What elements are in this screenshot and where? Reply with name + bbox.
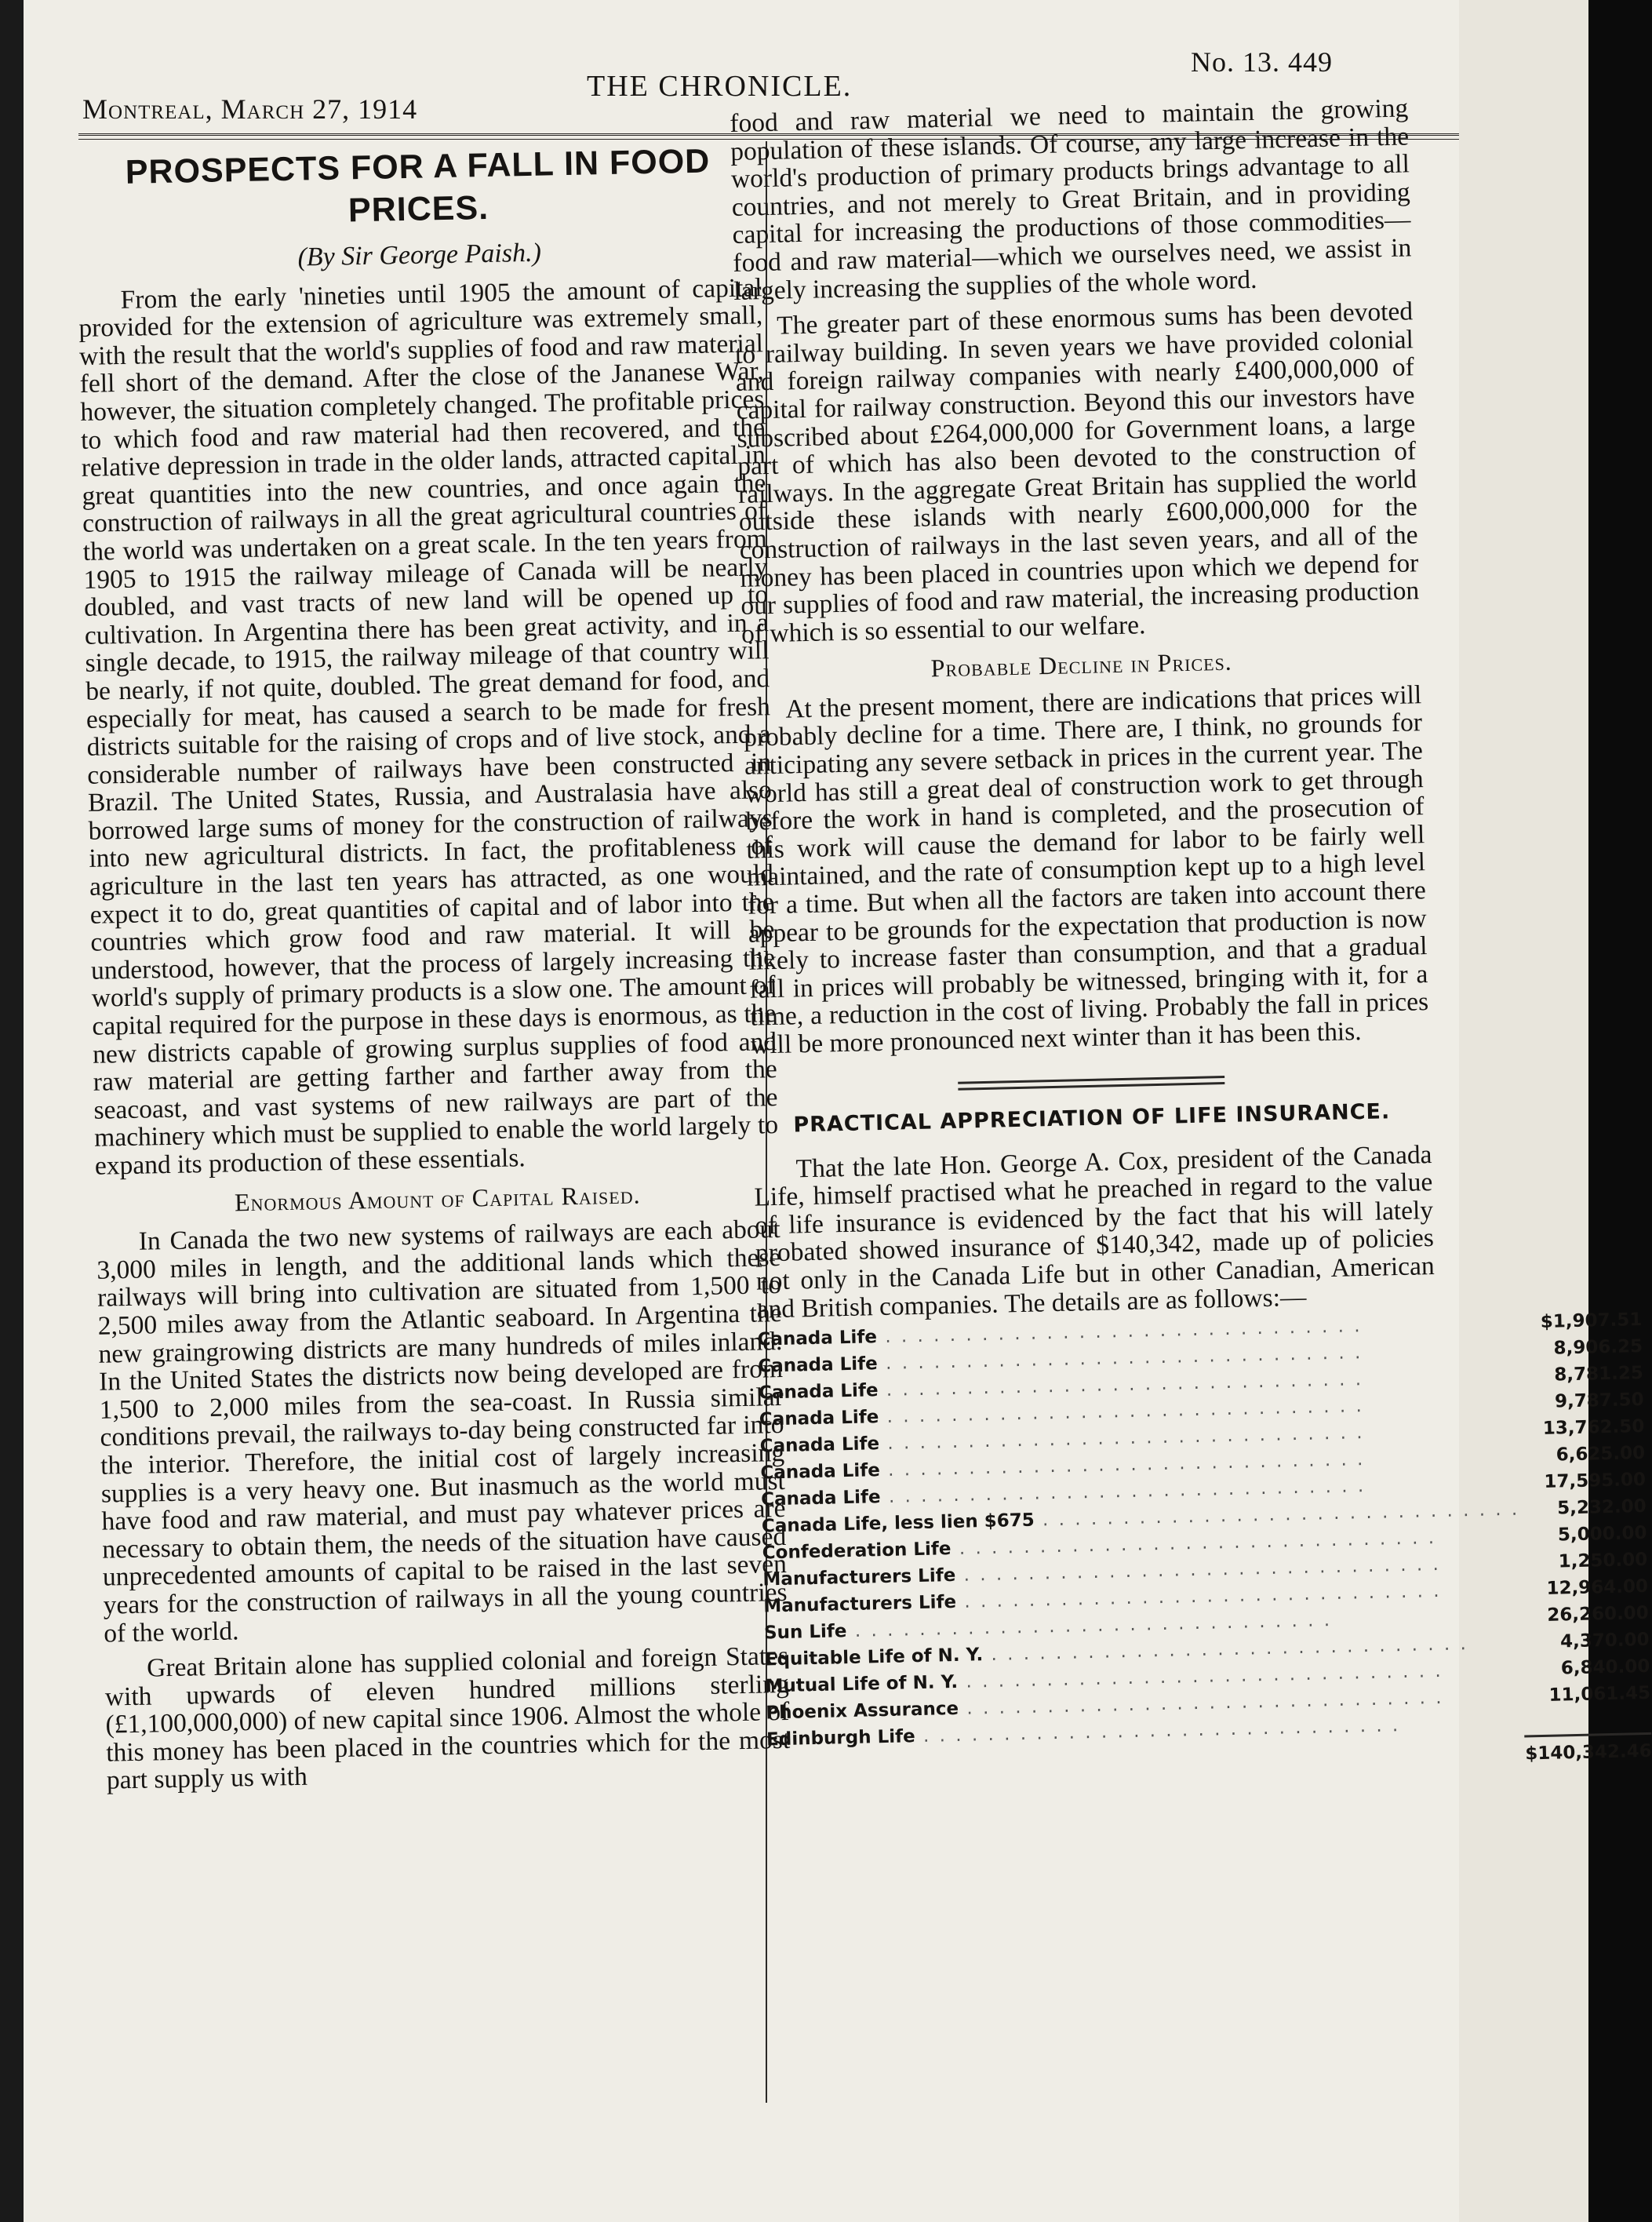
article-byline: (By Sir George Paish.) (297, 238, 542, 272)
article-title: PRACTICAL APPRECIATION OF LIFE INSURANCE. (793, 1098, 1391, 1138)
article-paragraph: In Canada the two new systems of railways are each about 3,000 miles in length, and the additional lands which these railways will bring into cultivation are situated from 1,500 to 2,500 miles away from the Atlantic seaboard. In Argentina the new graingrowing districts are many hundreds of miles inland. In the United States the districts now being developed are from 1,500 to 2,000 miles from the sea-coast. In Russia similar conditions prevail, the railways to-day being constructed far into the interior. Therefore, the initial cost of largely increasing supplies is a very heavy one. But inasmuch as the world must have food and raw material, and must pay whatever prices are necessary to obtain them, the needs of the situation have caused unprecedented amounts of capital to be raised in the last seven years for the construction of railways in all the young countries of the world. (96, 1215, 788, 1648)
policy-company-name: Equitable Life of N. Y. (764, 1645, 984, 1670)
policy-company-name: Sun Life (763, 1621, 847, 1644)
policy-company-name: Canada Life (760, 1487, 881, 1510)
policy-amount: 11,061.45 (1548, 1683, 1651, 1706)
dot-leader: . . . . . . . . . . . . . . . . . . . . . . . . . . . . . . (1034, 1499, 1520, 1531)
section-subhead: Probable Decline in Prices. (930, 647, 1233, 683)
dot-leader: . . . . . . . . . . . . . . . . . . . . . . . . . . . . . . (955, 1581, 1442, 1613)
policy-company-name: Mutual Life of N. Y. (765, 1672, 959, 1697)
policy-amount: 12,964.00 (1546, 1576, 1649, 1600)
policy-company-name: Canada Life (760, 1460, 881, 1484)
policy-amount: 5,000.00 (1557, 1523, 1647, 1546)
policy-amount: 6,625.00 (1556, 1443, 1646, 1466)
policy-amount: $1,907.51 (1540, 1310, 1643, 1333)
policy-company-name: Canada Life (758, 1353, 879, 1377)
article-paragraph: food and raw material we need to maintain the growing population of these islands. Of course, any large increase in the world's production of primary products brings advantage to all countries, and not merely to Great Britain, and in providing capital for increasing the productions of those commodities— food and raw material—which we ourselves need, we assist in largely increasing the supplies of the whole word. (729, 93, 1412, 306)
policy-amount: 17,595.00 (1544, 1470, 1647, 1493)
dot-leader: . . . . . . . . . . . . . . . . . . . . . . . . . . . . . . (879, 1449, 1366, 1481)
dot-leader: . . . . . . . . . . . . . . . . . . . . . . . . . . . . . . (957, 1661, 1443, 1693)
dot-leader: . . . . . . . . . . . . . . . . . . . . . . . . . . . . . . (951, 1528, 1437, 1560)
right-column (729, 93, 1652, 1784)
article-divider (958, 1076, 1224, 1091)
policy-amount: 5,232.00 (1556, 1496, 1647, 1519)
article-paragraph: Great Britain alone has supplied colonial and foreign States with upwards of eleven hundred millions sterling (£1,100,000,000) of new capital since 1906. Almost the whole of this money has been placed in the countries which for the most part supply us with (104, 1641, 791, 1796)
policy-company-name: Canada Life (759, 1407, 879, 1430)
policy-company-name: Confederation Life (762, 1539, 952, 1564)
dot-leader: . . . . . . . . . . . . . . . . . . . . . . . . . . . . . . (846, 1610, 1333, 1642)
newspaper-page (24, 0, 1652, 2222)
page-right-margin (1459, 0, 1588, 2222)
article-paragraph: The greater part of these enormous sums has been devoted to railway building. In seven years we have provided colonial and foreign railway companies with nearly £400,000,000 of capital for railway construction. Beyond this our investors have subscribed about £264,000,000 for Government loans, a large part of which has also been devoted to the construction of railways. In the aggregate Great Britain has supplied the world outside these islands with nearly £600,000,000 for the construction of railways in the last seven years, and all of the money has been placed in countries upon which we depend for our supplies of food and raw material, the increasing production of which is so essential to our welfare. (734, 297, 1420, 649)
left-column (75, 136, 791, 1794)
policy-amount: 9,787.50 (1554, 1390, 1644, 1412)
policy-company-name: Manufacturers Life (762, 1565, 956, 1590)
dot-leader: . . . . . . . . . . . . . . . . . . . . . . . . . . . . . . (915, 1715, 1401, 1747)
article-title: PROSPECTS FOR A FALL IN FOOD PRICES. (125, 142, 711, 230)
dot-leader: . . . . . . . . . . . . . . . . . . . . . . . . . . . . . . (982, 1634, 1469, 1666)
policy-company-name: Edinburgh Life (766, 1726, 916, 1750)
policy-amount: 13,762.50 (1542, 1416, 1645, 1440)
policy-company-name: Manufacturers Life (762, 1592, 957, 1617)
dot-leader: . . . . . . . . . . . . . . . . . . . . . . . . . . . . . . (958, 1688, 1444, 1720)
dot-leader: . . . . . . . . . . . . . . . . . . . . . . . . . . . . . . (878, 1396, 1365, 1428)
dot-leader: . . . . . . . . . . . . . . . . . . . . . . . . . . . . . . (876, 1316, 1363, 1348)
policy-amount: 4,370.00 (1559, 1630, 1650, 1652)
policy-amount: 8,906.25 (1553, 1336, 1643, 1359)
policy-company-name: Canada Life (758, 1380, 879, 1404)
dot-leader: . . . . . . . . . . . . . . . . . . . . . . . . . . . . . . (877, 1342, 1363, 1375)
policy-amount: 1,250.00 (1558, 1550, 1648, 1572)
section-subhead: Enormous Amount of Capital Raised. (234, 1180, 641, 1216)
dot-leader: . . . . . . . . . . . . . . . . . . . . . . . . . . . . . . (878, 1369, 1364, 1401)
article-paragraph: At the present moment, there are indications that prices will probably decline for a time. There are, I think, no grounds for anticipating any severe setback in prices in the current year. The world has still a great deal of construction work to get through before the work in hand is completed, and the prosecution of this work will cause the demand for labor to be fairly well maintained, and the rate of consumption kept up to a high level for a time. But when all the factors are taken into account there appear to be grounds for the expectation that production is now likely to increase faster than consumption, and that a gradual fall in prices will probably be witnessed, bringing with it, for a time, a reduction in the cost of living. Probably the fall in prices will be more pronounced next winter than it has been this. (743, 680, 1429, 1060)
header-date: Montreal, March 27, 1914 (82, 93, 418, 125)
header-publication-title: THE CHRONICLE. (587, 70, 853, 103)
policy-company-name: Canada Life (757, 1327, 878, 1350)
dot-leader: . . . . . . . . . . . . . . . . . . . . . . . . . . . . . . (955, 1554, 1442, 1586)
dot-leader: . . . . . . . . . . . . . . . . . . . . . . . . . . . . . . (879, 1422, 1365, 1455)
scan-left-edge (0, 0, 24, 2222)
policy-total: $140,342.46 (1525, 1733, 1652, 1767)
policy-company-name: Canada Life (759, 1433, 880, 1457)
policy-amount: 26,260.00 (1547, 1603, 1650, 1626)
dot-leader: . . . . . . . . . . . . . . . . . . . . . . . . . . . . . . (880, 1476, 1366, 1508)
policy-company-name: Canada Life, less lien $675 (761, 1510, 1035, 1537)
article-paragraph: From the early 'nineties until 1905 the amount of capital provided for the extension of agriculture was extremely small, with the result that the world's supplies of food and raw material fell short of the demand. After the close of the Jananese War, however, the situation completely changed. The profitable prices to which food and raw material had then recovered, and the relative depression in trade in the older lands, attracted capital in great quantities into the new countries, and once again the construction of railways in all the great agricultural countries of the world was undertaken on a great scale. In the ten years from 1905 to 1915 the railway mileage of Canada will be nearly doubled, and vast tracts of new land will be opened up to cultivation. In Argentina there has been great activity, and in a single decade, to 1915, the railway mileage of that country will be nearly, if not quite, doubled. The great demand for food, and especially for meat, has caused a search to be made for fresh districts suitable for the raising of crops and of live stock, and a considerable number of railways have been constructed in Brazil. The United States, Russia, and Australasia have also borrowed large sums of money for the construction of railways into new agricultural districts. In fact, the profitableness of agriculture in the last ten years has attracted, as one would expect it to do, great quantities of capital and of labor into the countries which grow food and raw material. It will be understood, however, that the process of largely increasing the world's supply of primary products is a slow one. The amount of capital required for the purpose in these days is enormous, as the new districts capable of growing surplus supplies of food and raw material are getting farther and farther away from the seacoast, and vast systems of new railways are part of the machinery which must be supplied to enable the world largely to expand its production of these essentials. (78, 272, 779, 1181)
article-paragraph: That the late Hon. George A. Cox, president of the Canada Life, himself practised what he preached in regard to the value of life insurance is evidenced by the fact that his will lately probated showed insurance of $140,342, made up of policies not only in the Canada Life but in other Canadian, American and British companies. The details are as follows:— (754, 1139, 1435, 1324)
policy-company-name: Phoenix Assurance (766, 1699, 959, 1724)
policy-table-body (757, 1306, 1652, 1784)
header-issue-page: No. 13. 449 (1191, 46, 1333, 78)
policy-amount (1524, 1707, 1651, 1736)
policy-amount: 8,781.25 (1554, 1363, 1644, 1386)
policy-table (757, 1306, 1652, 1784)
policy-amount: 6,840.00 (1560, 1656, 1650, 1679)
